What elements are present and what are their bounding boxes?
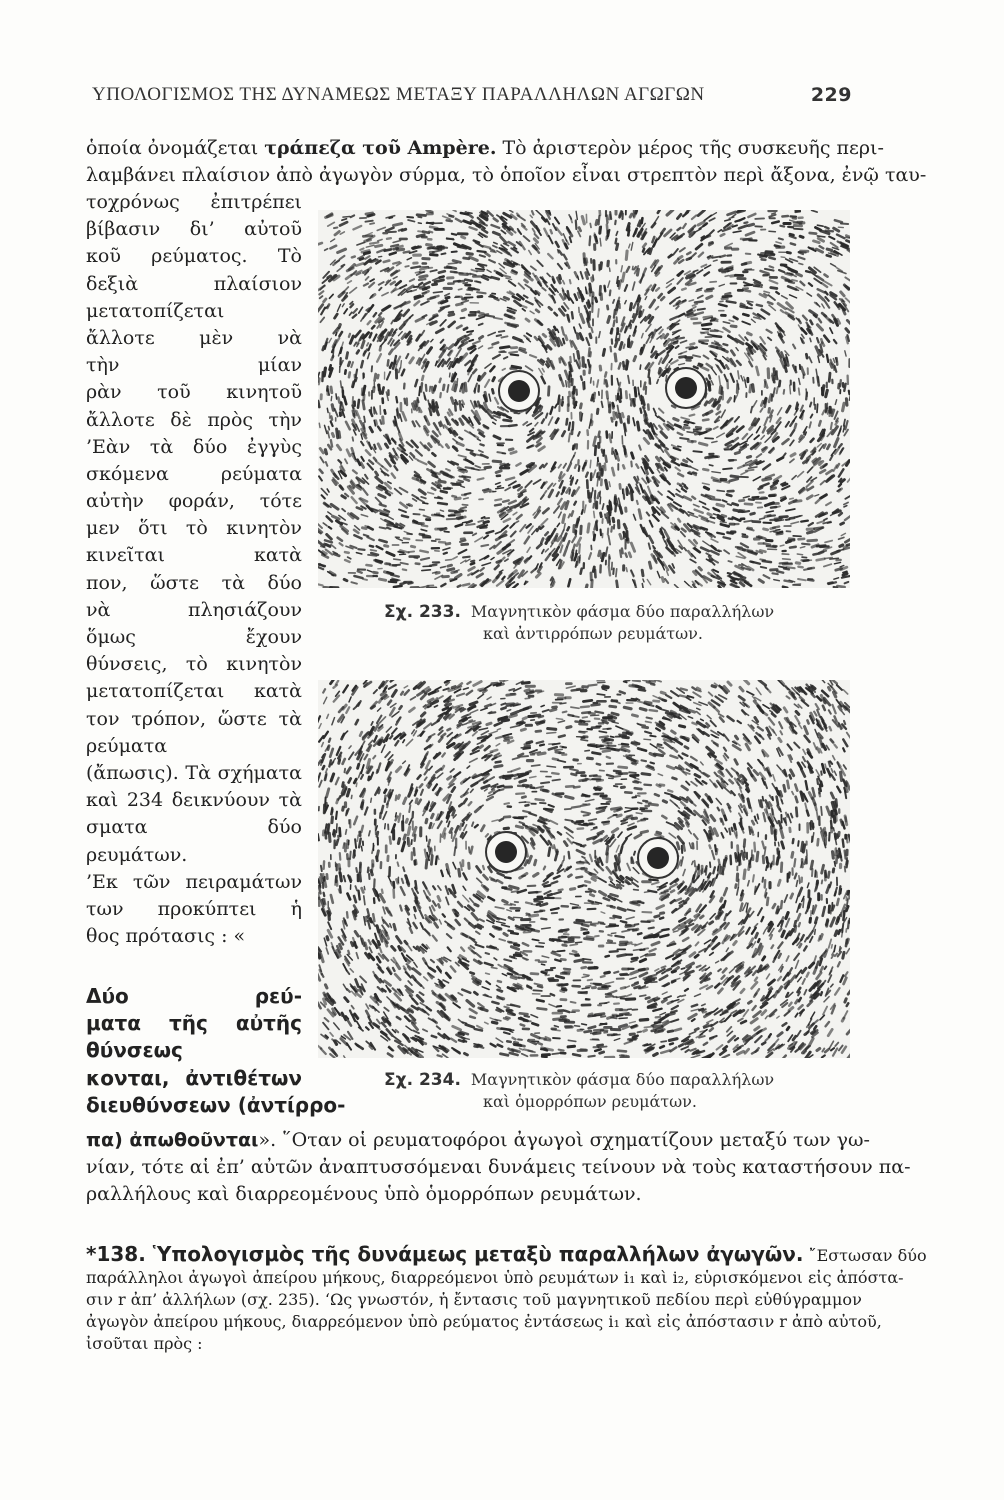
text-line: καὶ 234 δεικνύουν τὰ [86,789,302,812]
text-span: ὁποία ὀνομάζεται [86,137,265,159]
text-line: των προκύπτει ἡ [86,897,302,920]
section-heading-line [86,1242,927,1267]
text-line: νὰ πλησιάζουν [86,598,302,621]
text-line: ἄλλοτε δὲ πρὸς τὴν [86,408,302,431]
text-line: θύνσεις, τὸ κινητὸν [86,653,302,676]
text-line: σματα δύο [86,816,302,839]
text-span: ». ῞Οταν οἱ ρευματοφόροι ἀγωγοὶ σχηματίζουν μεταξύ των γω- [258,1129,870,1151]
term-ampere-table: τράπεζα τοῦ Ampère. [264,137,497,159]
magnetic-spectrum-same-currents [318,680,850,1058]
section-138 [86,1242,927,1355]
caption-line [384,1069,804,1091]
text-line: ’Εκ τῶν πειραμάτων [86,870,302,893]
figure-233-image [318,210,850,588]
text-line: ὅμως ἔχουν [86,626,302,648]
text-line: σκόμενα ρεύματα [86,462,302,485]
section-title: *138. Ὑπολογισμὸς τῆς δυνάμεως μεταξὺ παραλλήλων ἀγωγῶν. [86,1242,804,1266]
text-line: νίαν, τότε αἱ ἐπ’ αὐτῶν ἀναπτυσσόμεναι δυνάμεις τείνουν νὰ τοὺς καταστήσουν πα- [86,1156,911,1179]
text-line: (ἄπωσις). Τὰ σχήματα [86,761,302,784]
text-line: ρευμάτων. [86,843,188,866]
caption-text: Μαγνητικὸν φάσμα δύο παραλλήλων [470,1070,775,1089]
caption-line: καὶ ἀντιρρόπων ρευμάτων. [483,624,703,643]
text-span: Τὸ ἀριστερὸν μέρος τῆς συσκευῆς περι- [496,137,884,159]
text-line: διευθύνσεων (ἀντίρρο- [86,1092,346,1117]
text-line: κινεῖται κατὰ [86,544,302,567]
text-line: ἰσοῦται πρὸς : [86,1334,203,1353]
text-line: ρεύματα [86,734,168,757]
text-line: ἀγωγὸν ἀπείρου μήκους, διαρρεόμενον ὑπὸ ρεύματος ἐντάσεως i₁ καὶ εἰς ἀπόστασιν r ἀπὸ αὐτοῦ, [86,1312,882,1331]
text-line: μεν ὅτι τὸ κινητὸν [86,517,302,540]
text-line [86,1127,870,1154]
text-line: Δύο ρεύ- [86,984,302,1008]
header-title: ΥΠΟΛΟΓΙΣΜΟΣ ΤΗΣ ΔΥΝΑΜΕΩΣ ΜΕΤΑΞΥ ΠΑΡΑΛΛΗΛΩΝ ΑΓΩΓΩΝ [92,84,705,105]
text-line: κοῦ ρεύματος. Τὸ [86,245,302,268]
text-line: ἄλλοτε μὲν νὰ [86,326,302,349]
text-line: κονται, ἀντιθέτων [86,1065,302,1090]
text-line: δεξιὰ πλαίσιον [86,272,302,295]
text-line: μετατοπίζεται [86,299,225,322]
text-line: ματα τῆς αὐτῆς [86,1011,302,1036]
text-line [86,135,884,162]
text-line: αὐτὴν φοράν, τότε [86,490,302,513]
caption-line [384,601,804,623]
caption-line: καὶ ὁμορρόπων ρευμάτων. [483,1092,697,1111]
magnetic-spectrum-opposite-currents [318,210,850,588]
text-line: βίβασιν δι’ αὐτοῦ [86,218,302,241]
text-line: τὴν μίαν [86,354,302,377]
caption-text: Μαγνητικὸν φάσμα δύο παραλλήλων [470,602,775,621]
text-line: τον τρόπον, ὥστε τὰ [86,707,302,730]
text-line: ρὰν τοῦ κινητοῦ [86,381,302,404]
text-line: μετατοπίζεται κατὰ [86,680,302,703]
text-line: πον, ὥστε τὰ δύο [86,571,302,594]
page-number: 229 [810,84,852,106]
intro-paragraph [86,135,927,189]
text-line: ’Εὰν τὰ δύο ἐγγὺς [86,435,302,458]
text-line: σιν r ἀπ’ ἀλλήλων (σχ. 235). ‘Ως γνωστόν, ἡ ἔντασις τοῦ μαγνητικοῦ πεδίου περὶ εὐθύγραμμον [86,1290,862,1309]
figure-234-caption [384,1069,804,1113]
narrow-column-text [86,189,302,950]
bold-end: πα) ἀπωθοῦνται [86,1129,259,1151]
text-line: παράλληλοι ἀγωγοὶ ἀπείρου μήκους, διαρρεόμενοι ὑπὸ ρευμάτων i₁ καὶ i₂, εὑρισκόμενοι εἰς ἀπόστα- [86,1268,904,1287]
text-line: θύνσεως [86,1038,183,1063]
bold-statement [86,983,346,1119]
figure-number: Σχ. 234. [384,1070,461,1090]
text-span: ῎Εστωσαν δύο [803,1246,927,1265]
figure-number: Σχ. 233. [384,602,461,622]
figure-233-caption [384,601,804,645]
figure-234-image [318,680,850,1058]
running-header [92,84,852,112]
text-line: τοχρόνως ἐπιτρέπει [86,191,302,213]
text-line: θος πρότασις : « [86,925,246,948]
text-line: λαμβάνει πλαίσιον ἀπὸ ἀγωγὸν σύρμα, τὸ ὁποῖον εἶναι στρεπτὸν περὶ ἄξονα, ἐνῷ ταυ- [86,164,927,187]
continuation-paragraph [86,1127,911,1209]
text-line: ραλλήλους καὶ διαρρεομένους ὑπὸ ὁμορρόπων ρευμάτων. [86,1183,642,1206]
